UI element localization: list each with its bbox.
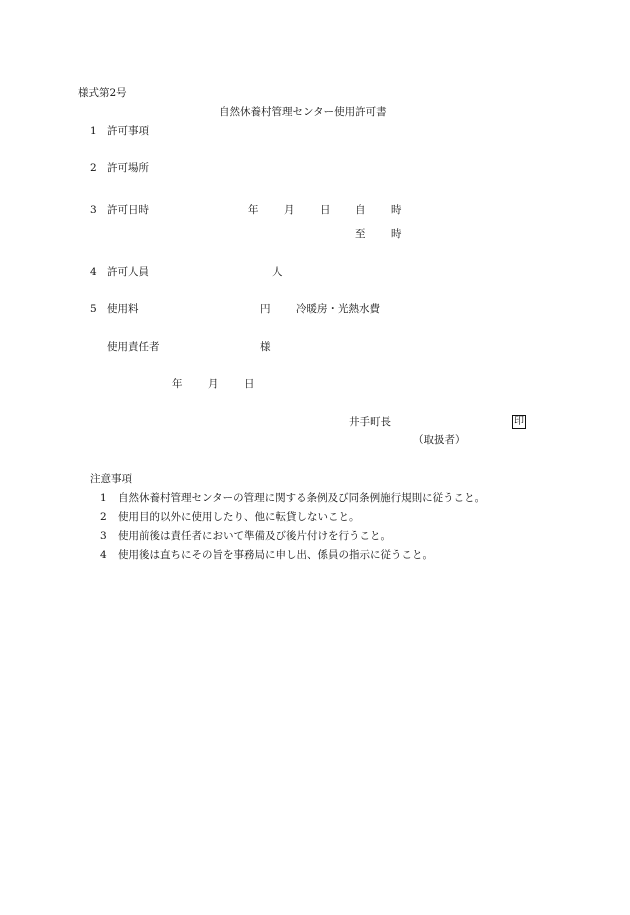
note-1-text: 自然休養村管理センターの管理に関する条例及び同条例施行規則に従うこと。: [118, 492, 486, 504]
item-5-label: 使用料: [107, 303, 139, 315]
item-1-label: 許可事項: [107, 125, 149, 137]
item-4-label: 許可人員: [107, 266, 149, 278]
note-1-number: 1: [100, 492, 107, 504]
persons-unit: 人: [272, 266, 283, 278]
item-1-number: 1: [90, 125, 97, 137]
item-2-number: 2: [90, 162, 97, 174]
datetime-year: 年: [248, 204, 259, 216]
datetime-from: 自: [355, 204, 366, 216]
form-number: 様式第2号: [78, 87, 127, 99]
note-4-text: 使用後は直ちにその旨を事務局に申し出、係員の指示に従うこと。: [118, 549, 433, 561]
responsible-label: 使用責任者: [107, 341, 160, 353]
seal-mark: 印: [514, 416, 524, 427]
document-title: 自然休養村管理センター使用許可書: [219, 106, 387, 118]
datetime-hour-from: 時: [391, 204, 402, 216]
issuer-title: 井手町長: [349, 416, 391, 428]
responsible-honorific: 様: [260, 341, 271, 353]
note-3-number: 3: [100, 530, 107, 542]
notes-heading: 注意事項: [90, 473, 132, 485]
item-5-number: 5: [90, 303, 97, 315]
item-4-number: 4: [90, 266, 97, 278]
issue-date-year: 年: [172, 378, 183, 390]
note-4-number: 4: [100, 549, 107, 561]
handler-label: （取扱者）: [413, 434, 466, 446]
item-3-number: 3: [90, 204, 97, 216]
issue-date-day: 日: [244, 378, 255, 390]
note-3-text: 使用前後は責任者において準備及び後片付けを行うこと。: [118, 530, 391, 542]
item-2-label: 許可場所: [107, 162, 149, 174]
fee-note: 冷暖房・光熱水費: [296, 303, 380, 315]
issue-date-month: 月: [208, 378, 219, 390]
item-3-label: 許可日時: [107, 204, 149, 216]
datetime-to: 至: [355, 228, 366, 240]
note-2-number: 2: [100, 511, 107, 523]
fee-yen: 円: [260, 303, 271, 315]
note-2-text: 使用目的以外に使用したり、他に転貸しないこと。: [118, 511, 360, 523]
datetime-hour-to: 時: [391, 228, 402, 240]
datetime-day: 日: [320, 204, 331, 216]
datetime-month: 月: [284, 204, 295, 216]
